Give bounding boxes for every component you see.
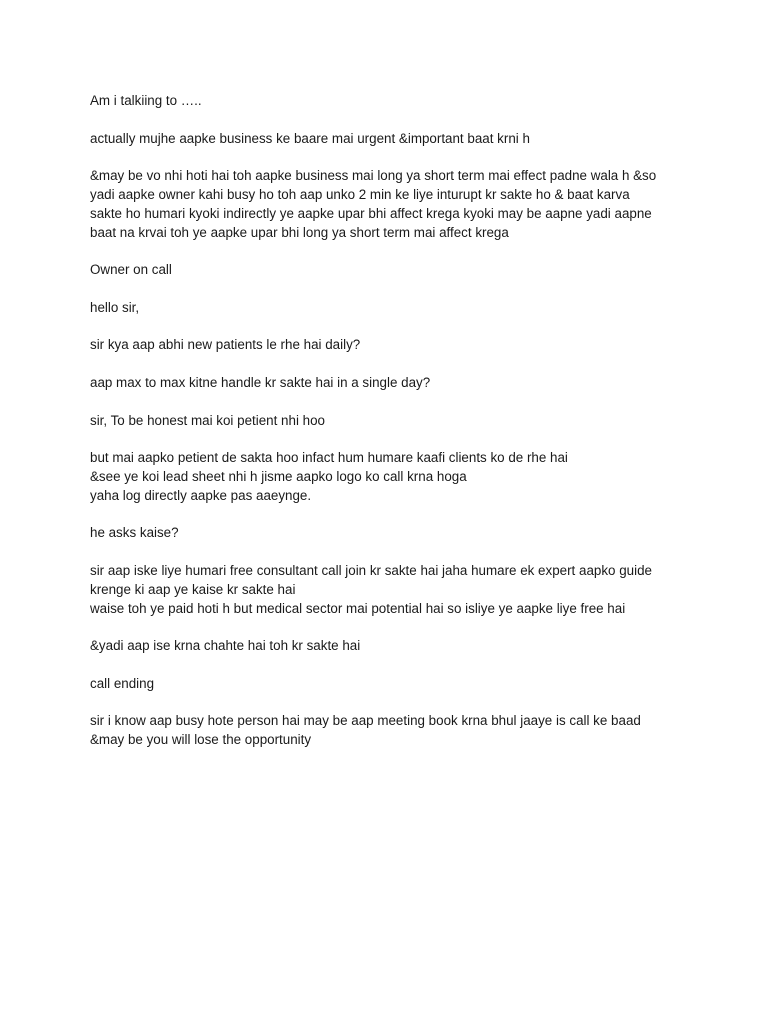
paragraph <box>90 449 690 505</box>
paragraph <box>90 92 690 111</box>
paragraph <box>90 712 690 750</box>
text-line: &see ye koi lead sheet nhi h jisme aapko logo ko call krna hoga <box>90 468 467 484</box>
paragraph <box>90 261 690 280</box>
text-line: yadi aapke owner kahi busy ho toh aap unko 2 min ke liye inturupt kr sakte ho & baat karva <box>90 186 630 202</box>
text-line: sakte ho humari kyoki indirectly ye aapke upar bhi affect krega kyoki may be aapne yadi aapne <box>90 205 652 221</box>
text-line: sir kya aap abhi new patients le rhe hai daily? <box>90 337 361 353</box>
text-line: waise toh ye paid hoti h but medical sector mai potential hai so isliye ye aapke liye free hai <box>90 600 626 616</box>
text-line: baat na krvai toh ye aapke upar bhi long ya short term mai affect krega <box>90 224 509 240</box>
text-line: sir aap iske liye humari free consultant call join kr sakte hai jaha humare ek expert aapko guide <box>90 562 652 578</box>
text-line: Owner on call <box>90 262 172 278</box>
paragraph <box>90 412 690 431</box>
paragraph <box>90 299 690 318</box>
paragraph <box>90 130 690 149</box>
text-line: &may be vo nhi hoti hai toh aapke business mai long ya short term mai effect padne wala h &so <box>90 168 657 184</box>
paragraph <box>90 374 690 393</box>
text-line: yaha log directly aapke pas aaeynge. <box>90 487 312 503</box>
paragraph <box>90 336 690 355</box>
paragraph <box>90 675 690 694</box>
text-line: hello sir, <box>90 299 140 315</box>
document-body <box>90 92 690 769</box>
text-line: &yadi aap ise krna chahte hai toh kr sakte hai <box>90 638 361 654</box>
text-line: actually mujhe aapke business ke baare mai urgent &important baat krni h <box>90 130 530 146</box>
text-line: he asks kaise? <box>90 525 179 541</box>
paragraph <box>90 524 690 543</box>
text-line: but mai aapko petient de sakta hoo infact hum humare kaafi clients ko de rhe hai <box>90 450 568 466</box>
paragraph <box>90 167 690 242</box>
paragraph <box>90 562 690 618</box>
text-line: Am i talkiing to ….. <box>90 93 202 108</box>
text-line: krenge ki aap ye kaise kr sakte hai <box>90 581 296 597</box>
text-line: &may be you will lose the opportunity <box>90 732 312 748</box>
text-line: sir, To be honest mai koi petient nhi hoo <box>90 412 325 428</box>
text-line: aap max to max kitne handle kr sakte hai in a single day? <box>90 374 431 390</box>
text-line: call ending <box>90 675 155 691</box>
paragraph <box>90 637 690 656</box>
text-line: sir i know aap busy hote person hai may be aap meeting book krna bhul jaaye is call ke baad <box>90 713 641 729</box>
